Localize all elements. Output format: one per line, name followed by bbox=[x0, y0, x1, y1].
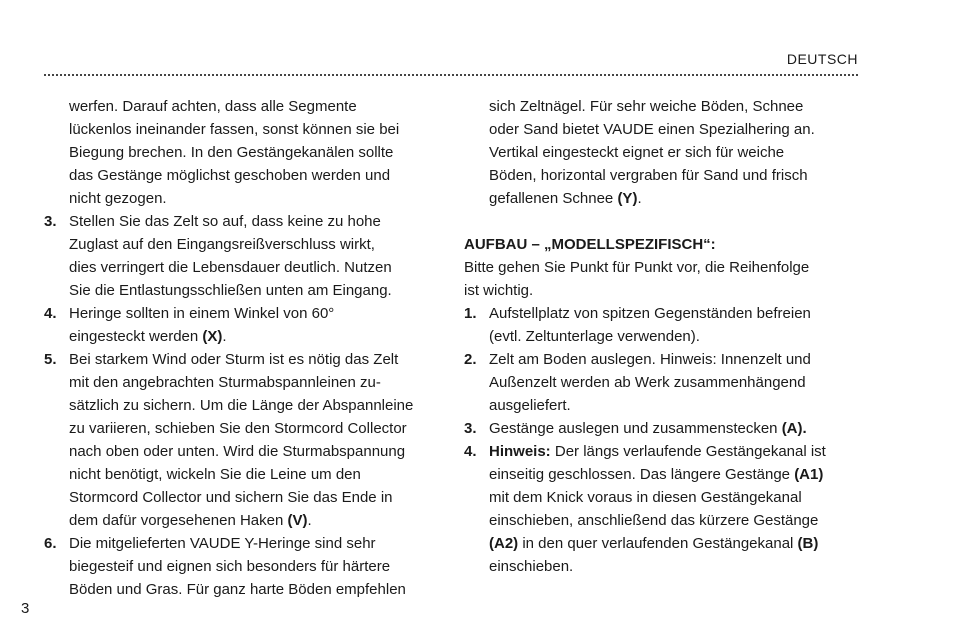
continuation-paragraph bbox=[464, 95, 856, 210]
list-item-6 bbox=[44, 532, 436, 601]
text-line: sätzlich zu sichern. Um die Länge der Abspannleine bbox=[69, 397, 414, 414]
text-line: zu variieren, schieben Sie den Stormcord Collector bbox=[69, 420, 407, 437]
item-number: 3. bbox=[464, 420, 477, 437]
item-number: 2. bbox=[464, 351, 477, 368]
text-line: einschieben, anschließend das kürzere Gestänge bbox=[489, 512, 819, 529]
text-line: mit dem Knick voraus in diesen Gestängekanal bbox=[489, 489, 802, 506]
text-line: mit den angebrachten Sturmabspannleinen zu- bbox=[69, 374, 381, 391]
text-line bbox=[489, 532, 856, 555]
figure-ref-a2: (A2) bbox=[489, 535, 519, 552]
text-line: Biegung brechen. In den Gestängekanälen sollte bbox=[69, 144, 394, 161]
figure-ref-a: (A). bbox=[781, 420, 807, 437]
figure-ref-x: (X) bbox=[202, 328, 223, 345]
list-item-3 bbox=[44, 210, 436, 302]
text-line: nach oben oder unten. Wird die Sturmabspannung bbox=[69, 443, 406, 460]
note-label: Hinweis: bbox=[489, 443, 551, 460]
text-run: . bbox=[222, 328, 227, 345]
text-line: Vertikal eingesteckt eignet er sich für weiche bbox=[489, 144, 785, 161]
item-number: 6. bbox=[44, 535, 57, 552]
text-line: dies verringert die Lebensdauer deutlich. Nutzen bbox=[69, 259, 392, 276]
list-item-3 bbox=[464, 417, 856, 440]
figure-ref-v: (V) bbox=[287, 512, 308, 529]
text-line: biegesteif und eignen sich besonders für härtere bbox=[69, 558, 391, 575]
continuation-paragraph bbox=[44, 95, 436, 210]
text-line: Böden und Gras. Für ganz harte Böden empfehlen bbox=[69, 581, 406, 598]
section-heading: AUFBAU – „MODELLSPEZIFISCH“: bbox=[464, 236, 716, 253]
text-run: einseitig geschlossen. Das längere Gestänge bbox=[489, 466, 795, 483]
text-line: Zelt am Boden auslegen. Hinweis: Innenzelt und bbox=[489, 351, 811, 368]
text-line: einschieben. bbox=[489, 558, 574, 575]
header-divider bbox=[44, 74, 858, 76]
figure-ref-a1: (A1) bbox=[794, 466, 824, 483]
list-item-1 bbox=[464, 302, 856, 348]
text-line: Böden, horizontal vergraben für Sand und frisch bbox=[489, 167, 808, 184]
text-line: (evtl. Zeltunterlage verwenden). bbox=[489, 328, 700, 345]
text-run: gefallenen Schnee bbox=[489, 190, 618, 207]
text-run: Gestänge auslegen und zusammenstecken bbox=[489, 420, 782, 437]
text-line: das Gestänge möglichst geschoben werden und bbox=[69, 167, 391, 184]
text-line: sich Zeltnägel. Für sehr weiche Böden, Schnee bbox=[489, 98, 804, 115]
page-number: 3 bbox=[21, 600, 30, 617]
text-line: werfen. Darauf achten, dass alle Segmente bbox=[69, 98, 357, 115]
text-line bbox=[69, 325, 436, 348]
text-line bbox=[69, 509, 436, 532]
text-line bbox=[489, 463, 856, 486]
text-line: Heringe sollten in einem Winkel von 60° bbox=[69, 305, 335, 322]
text-line: Aufstellplatz von spitzen Gegenständen befreien bbox=[489, 305, 811, 322]
text-line bbox=[489, 440, 856, 463]
item-number: 5. bbox=[44, 351, 57, 368]
list-item-2 bbox=[464, 348, 856, 417]
text-run: in den quer verlaufenden Gestängekanal bbox=[518, 535, 798, 552]
text-run: . bbox=[307, 512, 312, 529]
text-line: Zuglast auf den Eingangsreißverschluss wirkt, bbox=[69, 236, 375, 253]
text-line: Stormcord Collector und sichern Sie das Ende in bbox=[69, 489, 393, 506]
text-line: Die mitgelieferten VAUDE Y-Heringe sind sehr bbox=[69, 535, 376, 552]
text-line: ist wichtig. bbox=[464, 282, 534, 299]
text-line: nicht gezogen. bbox=[69, 190, 167, 207]
list-item-4 bbox=[464, 440, 856, 578]
text-line bbox=[489, 187, 856, 210]
item-number: 3. bbox=[44, 213, 57, 230]
list-item-5 bbox=[44, 348, 436, 532]
language-label: DEUTSCH bbox=[786, 51, 858, 67]
text-line: Außenzelt werden ab Werk zusammenhängend bbox=[489, 374, 806, 391]
text-line bbox=[489, 417, 856, 440]
text-run: eingesteckt werden bbox=[69, 328, 203, 345]
item-number: 4. bbox=[464, 443, 477, 460]
text-run: . bbox=[637, 190, 642, 207]
text-line: Bei starkem Wind oder Sturm ist es nötig das Zelt bbox=[69, 351, 399, 368]
left-column bbox=[44, 95, 436, 601]
text-line: Bitte gehen Sie Punkt für Punkt vor, die Reihenfolge bbox=[464, 259, 810, 276]
text-line: Stellen Sie das Zelt so auf, dass keine zu hohe bbox=[69, 213, 381, 230]
text-line: oder Sand bietet VAUDE einen Spezialhering an. bbox=[489, 121, 815, 138]
text-line: ausgeliefert. bbox=[489, 397, 571, 414]
right-column bbox=[464, 95, 856, 578]
figure-ref-y: (Y) bbox=[617, 190, 638, 207]
text-line: lückenlos ineinander fassen, sonst können sie bei bbox=[69, 121, 400, 138]
text-line: Sie die Entlastungsschließen unten am Eingang. bbox=[69, 282, 392, 299]
text-run: dem dafür vorgesehenen Haken bbox=[69, 512, 288, 529]
item-number: 4. bbox=[44, 305, 57, 322]
text-line: nicht benötigt, wickeln Sie die Leine um den bbox=[69, 466, 361, 483]
text-run: Der längs verlaufende Gestängekanal ist bbox=[550, 443, 826, 460]
intro-paragraph bbox=[464, 256, 856, 302]
item-number: 1. bbox=[464, 305, 477, 322]
list-item-4 bbox=[44, 302, 436, 348]
figure-ref-b: (B) bbox=[797, 535, 819, 552]
